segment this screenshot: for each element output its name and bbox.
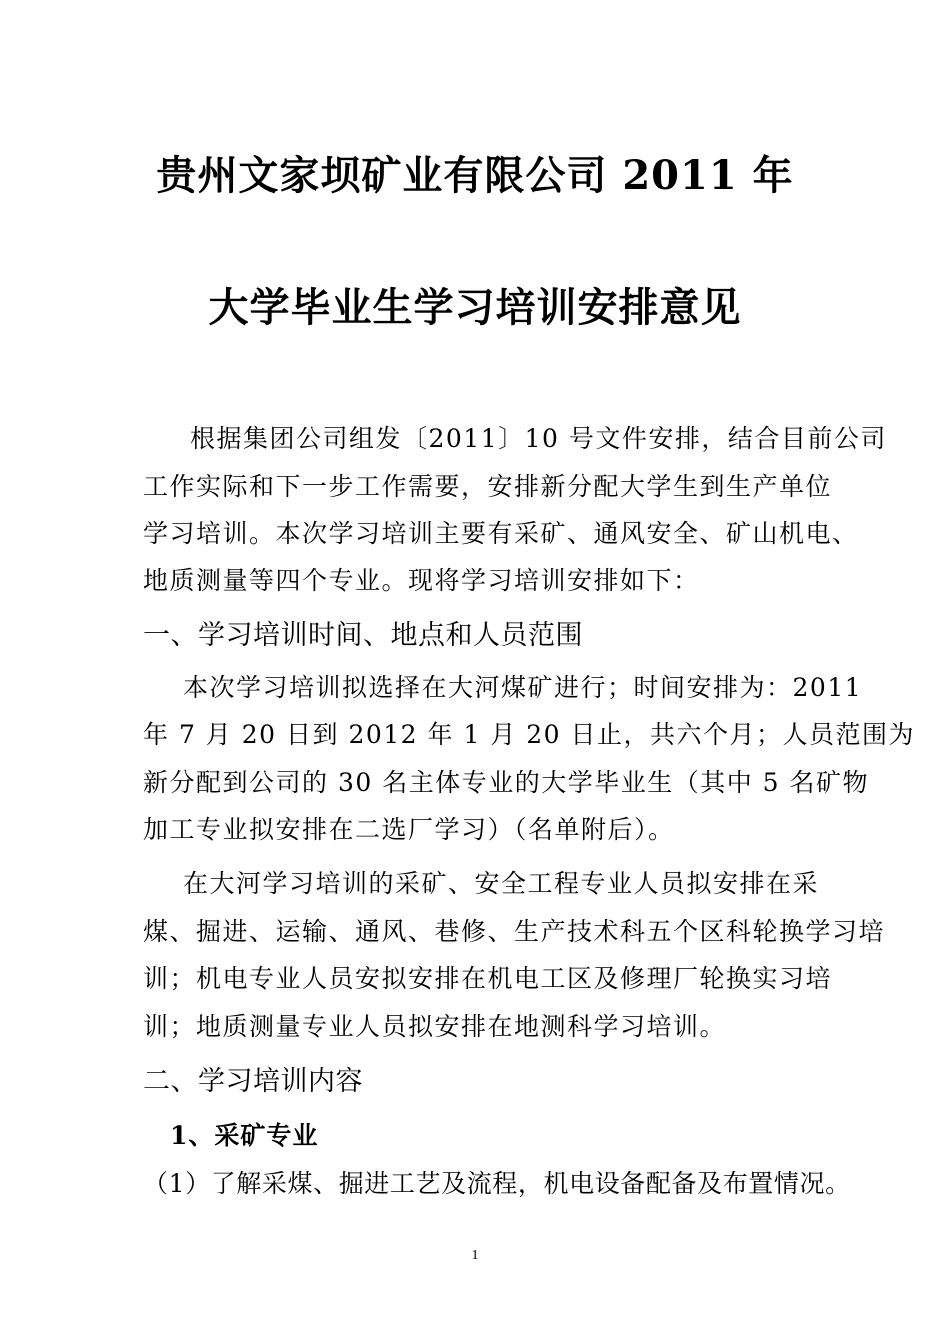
paragraph-line: 训；机电专业人员安拟安排在机电工区及修理厂轮换实习培: [143, 964, 833, 993]
paragraph-line: 在大河学习培训的采矿、安全工程专业人员拟安排在采: [183, 869, 820, 898]
intro-line: 学习培训。本次学习培训主要有采矿、通风安全、矿山机电、: [143, 519, 859, 548]
paragraph-line: 本次学习培训拟选择在大河煤矿进行；时间安排为：2011: [183, 673, 863, 702]
section-2-item-1: （1）了解采煤、掘进工艺及流程，机电设备配备及布置情况。: [143, 1169, 851, 1198]
paragraph-line: 年 7 月 20 日到 2012 年 1 月 20 日止，共六个月；人员范围为: [143, 720, 916, 749]
document-title-line-2: 大学毕业生学习培训安排意见: [208, 284, 742, 331]
document-title-line-1: 贵州文家坝矿业有限公司 2011 年: [156, 152, 794, 199]
paragraph-line: 煤、掘进、运输、通风、巷修、生产技术科五个区科轮换学习培: [143, 917, 886, 946]
page-number: 1: [471, 1248, 479, 1263]
paragraph-line: 加工专业拟安排在二选厂学习）（名单附后）。: [143, 815, 675, 844]
paragraph-line: 训；地质测量专业人员拟安排在地测科学习培训。: [143, 1012, 727, 1041]
intro-line: 根据集团公司组发〔2011〕10 号文件安排，结合目前公司: [190, 424, 887, 453]
paragraph-line: 新分配到公司的 30 名主体专业的大学毕业生（其中 5 名矿物: [143, 768, 870, 797]
section-2-subheading: 1、采矿专业: [170, 1121, 319, 1150]
section-2-heading: 二、学习培训内容: [143, 1066, 363, 1097]
intro-line: 地质测量等四个专业。现将学习培训安排如下：: [143, 566, 700, 595]
intro-line: 工作实际和下一步工作需要，安排新分配大学生到生产单位: [143, 472, 833, 501]
section-1-heading: 一、学习培训时间、地点和人员范围: [143, 620, 583, 651]
